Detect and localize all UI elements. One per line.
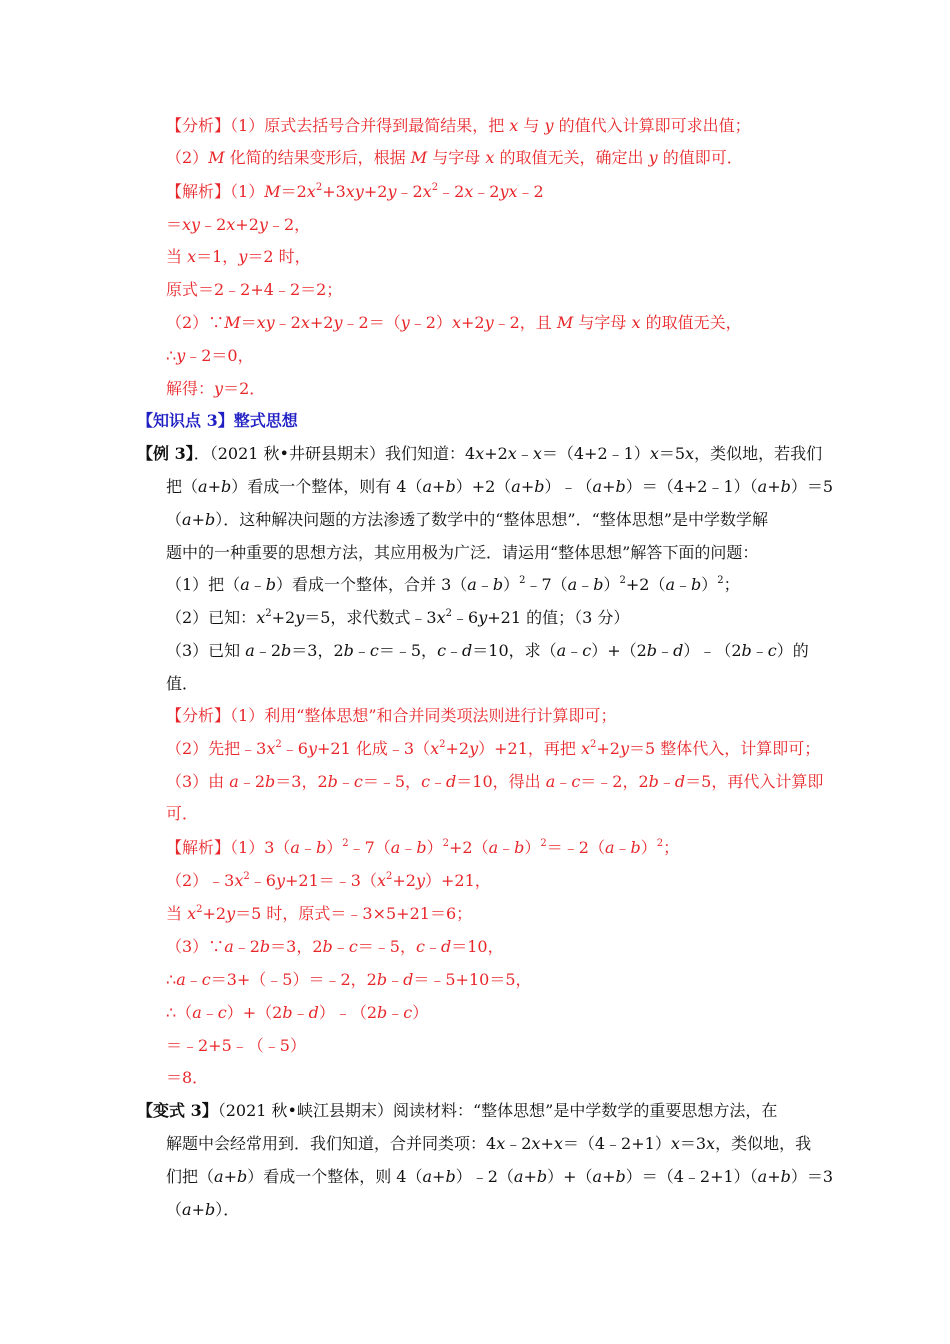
ex3-solution-2: $(2)﹣3x^2﹣6y+21=﹣3(x^2+2y)+21$， [166, 871, 491, 890]
variant3-line4: （a+b）． [166, 1200, 240, 1219]
variant3-line3: 们把（a+b）看成一个整体，则 4（a+b）﹣2（a+b）+（a+b）＝（4﹣2+1）（a+b）＝3 [166, 1167, 834, 1186]
analysis-tag: 【分析】 [166, 116, 231, 135]
ex3-solution-4: （3）∵a﹣2b＝3，2b﹣c＝﹣5，c﹣d＝10， [166, 937, 504, 956]
example3-question-2: （2）已知：$x^2+2y=5$，求代数式$﹣3x^2﹣6y+21$ 的值；（3 分） [166, 608, 630, 627]
ex3-analysis-3-cont: 可． [166, 804, 199, 823]
example3-question-3-cont: 值． [166, 674, 199, 693]
example3-question-1: （1）把（a﹣b）看成一个整体，合并 3（a﹣b）$^2$﹣7（a﹣b）$^2$+2（a﹣b）$^2$； [166, 575, 740, 594]
ex3-solution-8: ＝8． [166, 1068, 209, 1087]
solution-4-line: 原式＝2﹣2+4﹣2＝2； [166, 280, 343, 299]
variant3-line1-text: （2021 秋•峡江县期末）阅读材料：“整体思想”是中学数学的重要思想方法，在 [217, 1101, 778, 1120]
ex3-solution-5: ∴a﹣c＝3+（﹣5）＝﹣2，2b﹣d＝﹣5+10＝5， [166, 970, 532, 989]
solution-3-line: 当 x＝1，y＝2 时， [166, 247, 311, 266]
ex3-solution-tag: 【解析】 [166, 838, 231, 857]
analysis-2-line: （2）M 化简的结果变形后，根据 M 与字母 x 的取值无关，确定出 y 的值即可． [166, 148, 743, 167]
knowledge-point-heading: 【知识点 3】整式思想 [137, 411, 298, 430]
ex3-solution-7: ＝﹣2+5﹣（﹣5） [166, 1036, 306, 1055]
ex3-solution-3: 当 $x^2+2y=5$ 时，原式＝﹣3×5+21＝6； [166, 904, 473, 923]
analysis-1-line: 【分析】（1）原式去括号合并得到最简结果，把 x 与 y 的值代入计算即可求出值； [166, 116, 751, 135]
variant3-label: 【变式 3】 [137, 1101, 218, 1120]
variant3-line1 [137, 1099, 777, 1123]
variant3-line2: 解题中会经常用到．我们知道，合并同类项：4x﹣2x+x＝（4﹣2+1）x＝3x，类似地，我 [166, 1134, 812, 1153]
solution-tag: 【解析】 [166, 182, 231, 201]
example3-line3: （a+b）．这种解决问题的方法渗透了数学中的“整体思想”．“整体思想”是中学数学解 [166, 510, 768, 529]
example3-line1: 【例 3】．（2021 秋•井研县期末）我们知道：4x+2x﹣x＝（4+2﹣1）x＝5x，类似地，若我们 [137, 444, 823, 463]
ex3-analysis-2: （2）先把$﹣3x^2﹣6y+21$ 化成$﹣3(x^2+2y)+21$，再把 $x^2+2y=5$ 整体代入，计算即可； [166, 739, 821, 758]
ex3-solution-1: 【解析】（1）3（a﹣b）$^2$﹣7（a﹣b）$^2$+2（a﹣b）$^2$＝﹣2（a﹣b）$^2$； [166, 838, 680, 857]
ex3-analysis-3: （3）由 a﹣2b＝3，2b﹣c＝﹣5，c﹣d＝10，得出 a﹣c＝﹣2，2b﹣d＝5，再代入计算即 [166, 772, 824, 791]
ex3-analysis-tag: 【分析】 [166, 706, 231, 725]
ex3-analysis-1: 【分析】（1）利用“整体思想”和合并同类项法则进行计算即可； [166, 706, 617, 725]
solution-5-line: （2）∵M＝xy﹣2x+2y﹣2＝（y﹣2）x+2y﹣2，且 M 与字母 x 的取值无关， [166, 313, 742, 332]
solution-2-line: ＝xy﹣2x+2y﹣2， [166, 215, 311, 234]
solution-6-line: ∴y﹣2＝0， [166, 346, 254, 365]
ex3-solution-6: ∴（a﹣c）+（2b﹣d）﹣（2b﹣c） [166, 1003, 429, 1022]
example3-line2: 把（a+b）看成一个整体，则有 4（a+b）+2（a+b）﹣（a+b）＝（4+2﹣1）（a+b）＝5 [166, 477, 834, 496]
example3-line4: 题中的一种重要的思想方法，其应用极为广泛．请运用“整体思想”解答下面的问题： [166, 543, 759, 562]
solution-7-line: 解得：y＝2． [166, 379, 266, 398]
example3-label: 【例 3】 [137, 444, 194, 463]
solution-1-line: 【解析】$(1)M=2x^2+3xy+2y﹣2x^2﹣2x﹣2yx﹣2$ [166, 182, 544, 201]
example3-question-3: （3）已知 a﹣2b＝3，2b﹣c＝﹣5，c﹣d＝10，求（a﹣c）+（2b﹣d）﹣（2b﹣c）的 [166, 641, 809, 660]
